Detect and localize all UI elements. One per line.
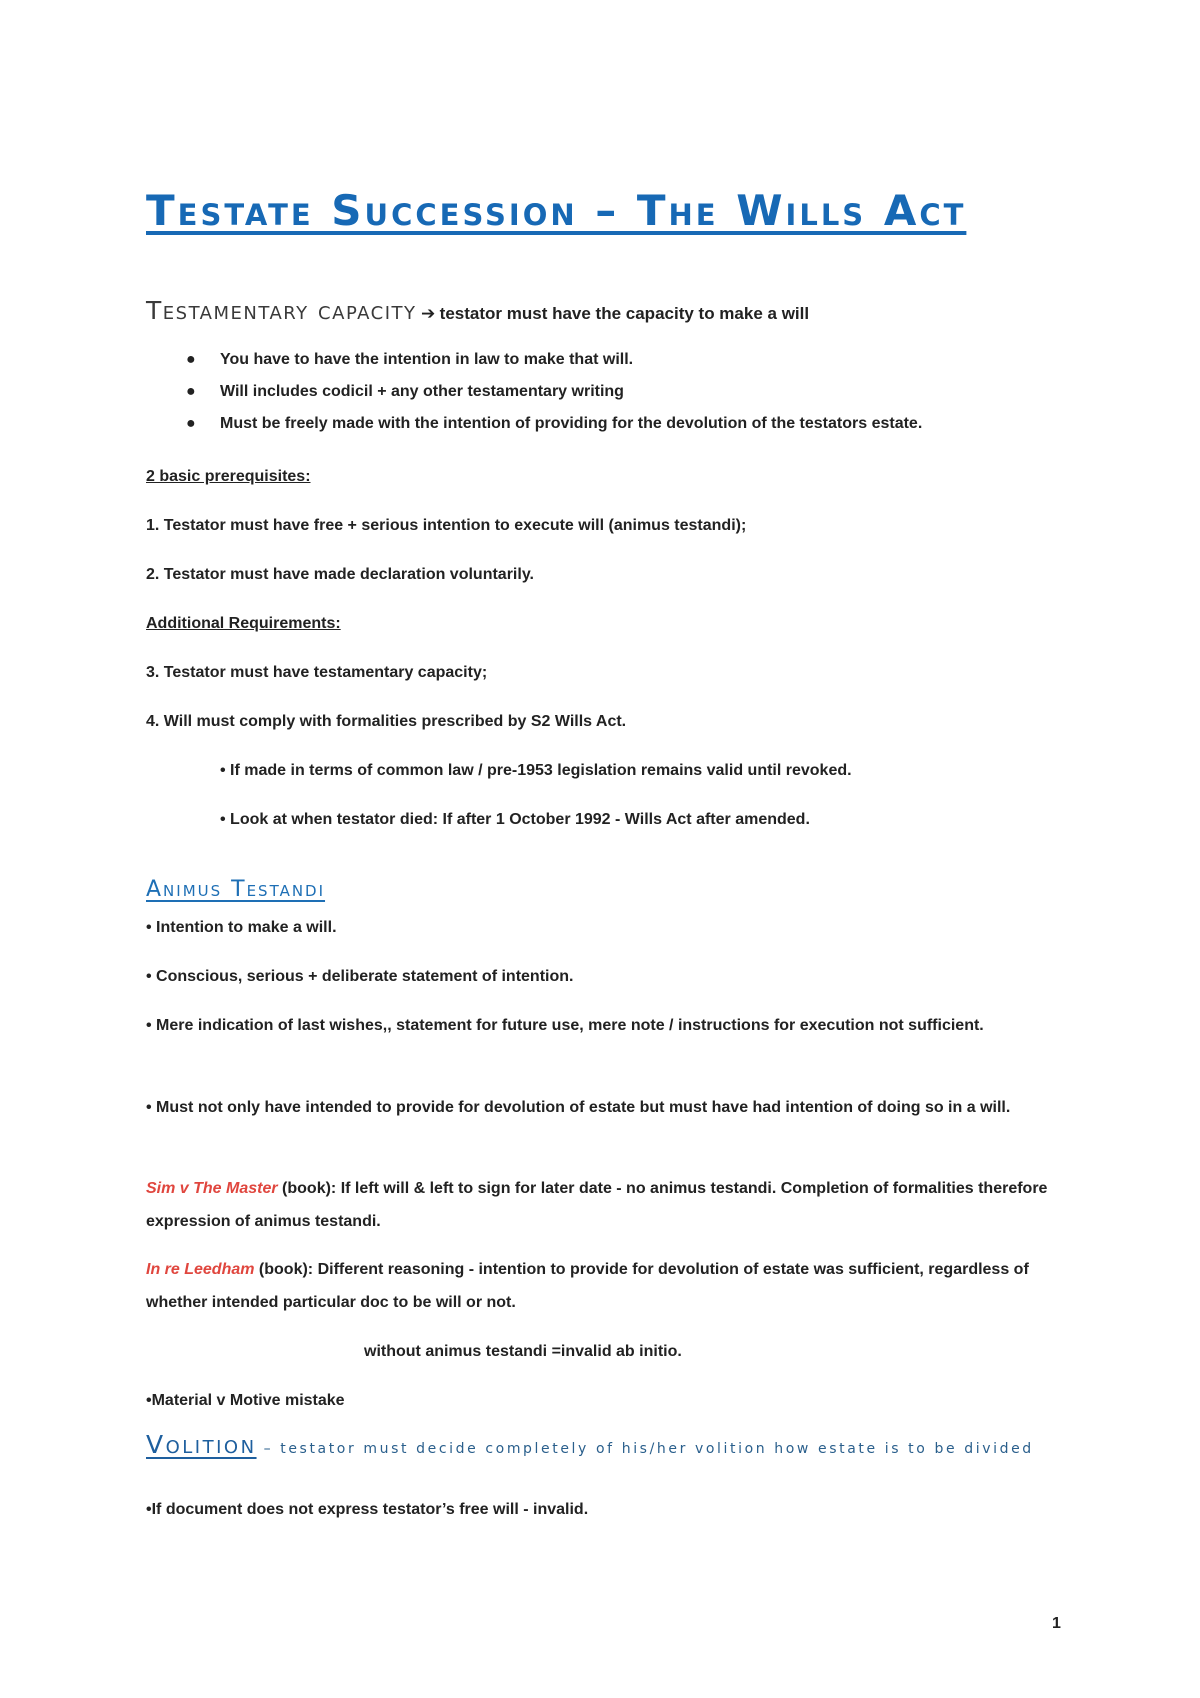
animus-point-3: • Mere indication of last wishes,, statement for future use, mere note / instructions for execution not sufficient.: [146, 1017, 984, 1034]
bullet-text: You have to have the intention in law to make that will.: [220, 351, 634, 368]
case-text: (book): If left will & left to sign for later date - no animus testandi. Completion of formalities therefore expression of animus testandi.: [146, 1180, 1048, 1230]
animus-point-2: • Conscious, serious + deliberate statement of intention.: [146, 968, 574, 985]
volition-heading: [146, 1430, 1056, 1462]
case-name: In re Leedham: [146, 1261, 255, 1278]
list-item: [186, 376, 922, 408]
additional-sub-1: • If made in terms of common law / pre-1953 legislation remains valid until revoked.: [220, 762, 852, 779]
capacity-heading-tail: testator must have the capacity to make a will: [439, 304, 810, 323]
bullet-icon: ●: [186, 415, 196, 432]
animus-conclusion: without animus testandi =invalid ab initio.: [364, 1343, 682, 1360]
animus-heading: Animus Testandi: [146, 877, 326, 902]
list-item: [186, 408, 922, 440]
list-item: [186, 344, 922, 376]
additional-heading: Additional Requirements:: [146, 615, 341, 632]
case-sim: [146, 1172, 1056, 1238]
volition-point: •If document does not express testator’s free will - invalid.: [146, 1501, 589, 1518]
capacity-heading: Testamentary capacity: [146, 296, 417, 325]
bullet-icon: ●: [186, 351, 196, 368]
additional-item-4: 4. Will must comply with formalities prescribed by S2 Wills Act.: [146, 713, 627, 730]
animus-point-4: • Must not only have intended to provide for devolution of estate but must have had intention of doing so in a will.: [146, 1099, 1011, 1116]
additional-item-3: 3. Testator must have testamentary capacity;: [146, 664, 488, 681]
volition-title: Volition: [146, 1430, 257, 1459]
bullet-text: Will includes codicil + any other testamentary writing: [220, 383, 624, 400]
capacity-bullets: [186, 344, 922, 440]
prereq-heading: 2 basic prerequisites:: [146, 468, 311, 485]
prereq-item-1: 1. Testator must have free + serious intention to execute will (animus testandi);: [146, 517, 747, 534]
capacity-heading-line: [146, 296, 809, 325]
case-leedham: [146, 1253, 1056, 1319]
document-title: Testate Succession – The Wills Act: [146, 186, 967, 235]
mistake-point: •Material v Motive mistake: [146, 1392, 345, 1409]
volition-tail: – testator must decide completely of his/her volition how estate is to be divided: [256, 1441, 1034, 1457]
animus-point-1: • Intention to make a will.: [146, 919, 337, 936]
case-name: Sim v The Master: [146, 1180, 278, 1197]
bullet-text: Must be freely made with the intention of providing for the devolution of the testators estate.: [220, 415, 923, 432]
case-text: (book): Different reasoning - intention to provide for devolution of estate was sufficient, regardless of whether intended particular doc to be will or not.: [146, 1261, 1029, 1311]
page-number: 1: [1052, 1615, 1061, 1632]
prereq-item-2: 2. Testator must have made declaration voluntarily.: [146, 566, 534, 583]
additional-sub-2: • Look at when testator died: If after 1 October 1992 - Wills Act after amended.: [220, 811, 810, 828]
arrow-icon: ➔: [420, 304, 436, 323]
bullet-icon: ●: [186, 383, 196, 400]
